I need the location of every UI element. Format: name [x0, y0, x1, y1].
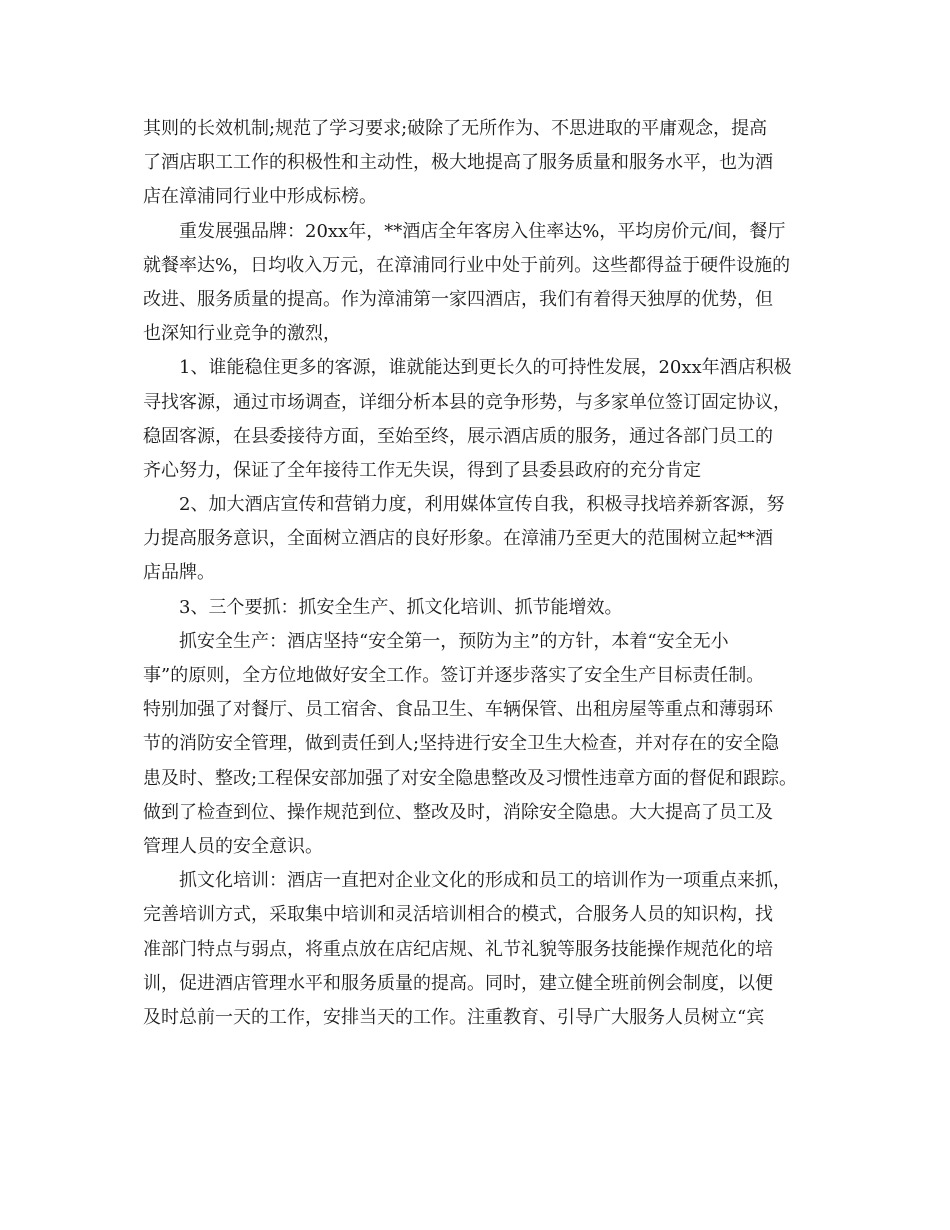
- text-line: 店品牌。: [143, 562, 215, 584]
- text-line: 齐心努力，保证了全年接待工作无失误，得到了县委县政府的充分肯定: [143, 459, 701, 481]
- text-line: 及时总前一天的工作，安排当天的工作。注重教育、引导广大服务人员树立“宾: [143, 1006, 765, 1028]
- text-line: 完善培训方式，采取集中培训和灵活培训相合的模式，合服务人员的知识构，找: [143, 904, 773, 926]
- text-line: 3、三个要抓：抓安全生产、抓文化培训、抓节能增效。: [179, 596, 623, 618]
- text-line: 改进、服务质量的提高。作为漳浦第一家四酒店，我们有着得天独厚的优势，但: [143, 288, 773, 310]
- text-line: 特别加强了对餐厅、员工宿舍、食品卫生、车辆保管、出租房屋等重点和薄弱环: [143, 699, 773, 721]
- text-line: 店在漳浦同行业中形成标榜。: [143, 186, 377, 208]
- document-body: [143, 112, 843, 1035]
- text-line: 重发展强品牌：20xx年，**酒店全年客房入住率达%，平均房价元/间，餐厅: [179, 220, 786, 242]
- text-line: 其则的长效机制;规范了学习要求;破除了无所作为、不思进取的平庸观念，提高: [143, 118, 768, 139]
- text-line: 寻找客源，通过市场调查，详细分析本县的竞争形势，与多家单位签订固定协议，: [143, 391, 791, 413]
- text-line: 准部门特点与弱点，将重点放在店纪店规、礼节礼貌等服务技能操作规范化的培: [143, 938, 773, 960]
- text-line: 节的消防安全管理，做到责任到人;坚持进行安全卫生大检查，并对存在的安全隐: [143, 733, 780, 755]
- text-line: 了酒店职工工作的积极性和主动性，极大地提高了服务质量和服务水平，也为酒: [143, 152, 773, 174]
- text-line: 做到了检查到位、操作规范到位、整改及时，消除安全隐患。大大提高了员工及: [143, 801, 773, 823]
- text-line: 抓安全生产：酒店坚持“安全第一，预防为主”的方针，本着“安全无小: [179, 630, 729, 652]
- text-line: 稳固客源，在县委接待方面，至始至终，展示酒店质的服务，通过各部门员工的: [143, 425, 773, 447]
- text-line: 事”的原则，全方位地做好安全工作。签订并逐步落实了安全生产目标责任制。: [143, 665, 765, 686]
- text-line: 训，促进酒店管理水平和服务质量的提高。同时，建立健全班前例会制度，以便: [143, 972, 773, 994]
- text-line: 就餐率达%，日均收入万元，在漳浦同行业中处于前列。这些都得益于硬件设施的: [143, 254, 791, 276]
- text-line: 患及时、整改;工程保安部加强了对安全隐患整改及习惯性违章方面的督促和跟踪。: [143, 767, 798, 789]
- text-line: 2、加大酒店宣传和营销力度，利用媒体宣传自我，积极寻找培养新客源，努: [179, 494, 785, 516]
- text-line: 管理人员的安全意识。: [143, 835, 323, 857]
- text-line: 也深知行业竞争的激烈，: [143, 323, 341, 345]
- text-line: 力提高服务意识，全面树立酒店的良好形象。在漳浦乃至更大的范围树立起**酒: [143, 528, 773, 550]
- text-line: 1、谁能稳住更多的客源，谁就能达到更长久的可持性发展，20xx年酒店积极: [179, 357, 792, 379]
- text-line: 抓文化培训：酒店一直把对企业文化的形成和员工的培训作为一项重点来抓，: [179, 870, 791, 892]
